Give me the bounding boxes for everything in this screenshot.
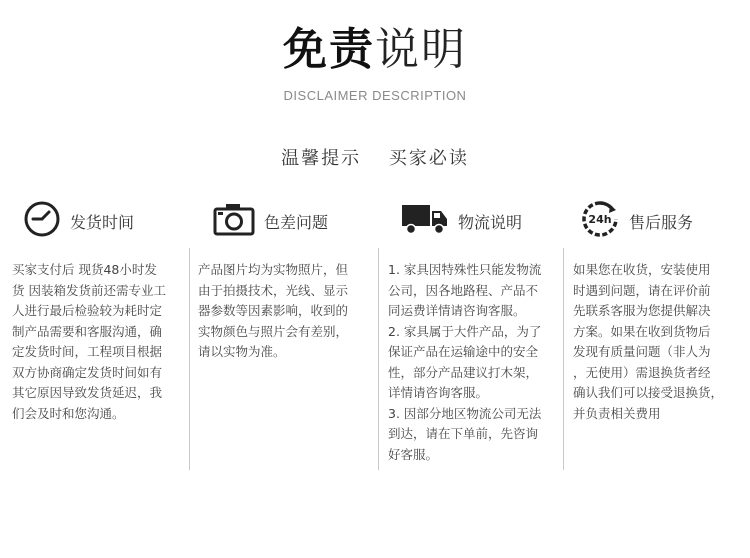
column-divider <box>378 248 379 470</box>
text-line: 货 因装箱发货前还需专业工 <box>12 282 166 298</box>
title-light: 说明 <box>375 24 467 75</box>
column-divider <box>563 248 564 470</box>
text-line: 同运费详情请咨询客服。 <box>388 303 526 318</box>
column-label: 售后服务 <box>629 212 694 232</box>
camera-icon <box>212 201 256 241</box>
tips-left: 温馨提示 <box>281 148 362 169</box>
text-line: 们会及时和您沟通。 <box>12 405 125 421</box>
column-header <box>579 196 693 246</box>
text-line: 时遇到问题，请在评价前 <box>573 282 711 298</box>
text-line: 制产品需要和客服沟通，确 <box>12 323 163 339</box>
text-line: 产品图片均为实物照片，但 <box>198 262 349 277</box>
info-columns <box>0 196 750 486</box>
text-line: 发现有质量问题（非人为 <box>573 344 711 359</box>
column-after-sales <box>573 196 743 486</box>
text-line: 详情请咨询客服。 <box>388 385 489 400</box>
text-line: 性，部分产品建议打木架， <box>388 364 539 380</box>
page-title <box>0 22 750 78</box>
column-divider <box>189 248 190 470</box>
page-subtitle: DISCLAIMER DESCRIPTION <box>283 88 467 103</box>
text-line: 公司，因各地路程、产品不 <box>388 282 539 298</box>
column-text <box>573 260 723 424</box>
text-line: ，无使用）需退换货者经 <box>573 364 711 380</box>
text-line: 定发货时间，工程项目根据 <box>12 344 163 359</box>
column-header <box>212 196 328 246</box>
text-line: 保证产品在运输途中的安全 <box>388 344 539 359</box>
text-line: 方案。如果在收到货物后 <box>573 323 711 339</box>
text-line: 双方协商确定发货时间如有 <box>12 364 163 380</box>
text-line: 请以实物为准。 <box>198 344 286 359</box>
text-line: 3. 因部分地区物流公司无法 <box>388 405 542 421</box>
24h-service-icon <box>579 198 621 244</box>
column-text <box>12 260 166 424</box>
column-label: 物流说明 <box>458 212 523 232</box>
text-line: 如果您在收货，安装使用 <box>573 262 711 277</box>
text-line: 好客服。 <box>388 446 439 462</box>
column-color-difference <box>198 196 373 486</box>
text-line: 其它原因导致发货延迟，我 <box>12 385 163 400</box>
text-line: 由于拍摄技术，光线、显示 <box>198 282 349 298</box>
title-bold: 免责 <box>283 24 375 75</box>
header <box>0 22 750 103</box>
tips-right: 买家必读 <box>388 148 469 169</box>
text-line: 人进行最后检验较为耗时定 <box>12 303 163 318</box>
column-logistics <box>388 196 563 486</box>
text-line: 先联系客服为您提供解决 <box>573 303 711 318</box>
clock-icon <box>22 199 62 243</box>
column-text <box>388 260 541 465</box>
text-line: 器参数等因素影响，收到的 <box>198 303 349 318</box>
text-line: 2. 家具属于大件产品，为了 <box>388 323 542 339</box>
text-line: 实物颜色与照片会有差别， <box>198 323 349 339</box>
column-header <box>400 196 522 246</box>
text-line: 并负责相关费用 <box>573 405 661 421</box>
column-shipping-time <box>12 196 187 486</box>
text-line: 到达，请在下单前，先咨询 <box>388 426 539 441</box>
column-header <box>22 196 134 246</box>
column-text <box>198 260 348 363</box>
tips-heading <box>0 144 750 170</box>
truck-icon <box>400 202 450 240</box>
text-line: 1. 家具因特殊性只能发物流 <box>388 262 542 277</box>
24h-icon-text: 24h <box>588 213 612 226</box>
column-label: 色差问题 <box>264 212 329 232</box>
text-line: 确认我们可以接受退换货， <box>573 385 724 400</box>
column-label: 发货时间 <box>70 212 135 232</box>
text-line: 买家支付后 现货48小时发 <box>12 262 157 277</box>
